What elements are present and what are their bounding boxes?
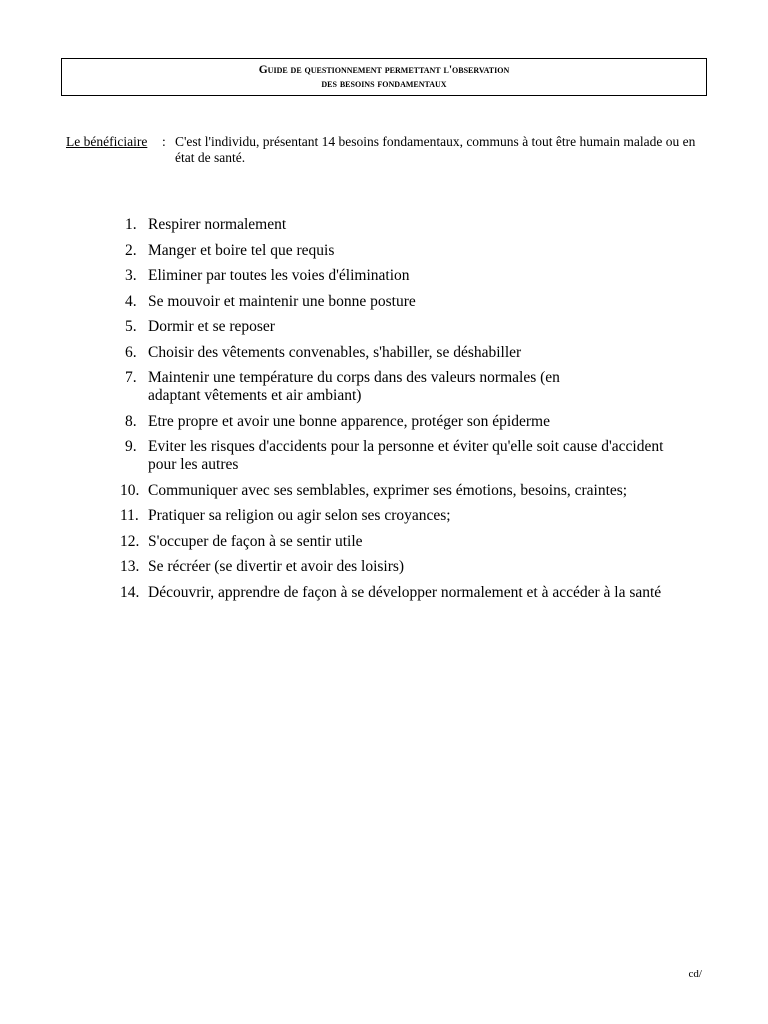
list-item-number: 14.: [120, 583, 140, 601]
beneficiary-description: C'est l'individu, présentant 14 besoins fondamentaux, communs à tout être humain malade ou en état de santé.: [175, 134, 696, 165]
list-item-text: S'occuper de façon à se sentir utile: [148, 532, 363, 550]
list-item: [120, 438, 673, 474]
list-item-text: Maintenir une température du corps dans des valeurs normales (en adaptant vêtements et air ambiant): [148, 369, 560, 404]
list-item: [120, 318, 720, 336]
list-item-text: Se récréer (se divertir et avoir des loisirs): [148, 558, 405, 575]
list-item-text: Respirer normalement: [148, 216, 287, 233]
list-item-text: Communiquer avec ses semblables, exprimer ses émotions, besoins, craintes;: [148, 481, 628, 499]
beneficiary-colon: :: [162, 134, 166, 149]
list-item: [120, 413, 720, 431]
list-item-number: 7.: [125, 369, 137, 386]
list-item-text: Découvrir, apprendre de façon à se développer normalement et à accéder à la santé: [148, 583, 662, 601]
title-line-2: des besoins fondamentaux: [321, 78, 447, 90]
list-item-number: 3.: [125, 267, 137, 284]
beneficiary-label: Le bénéficiaire: [66, 134, 148, 149]
list-item-text: Pratiquer sa religion ou agir selon ses croyances;: [148, 507, 451, 524]
needs-list: [120, 216, 720, 609]
list-item-text: Eliminer par toutes les voies d'élimination: [148, 267, 410, 284]
list-item-text: Dormir et se reposer: [148, 318, 275, 335]
list-item-number: 5.: [125, 318, 137, 335]
list-item: [120, 267, 720, 285]
list-item-number: 8.: [125, 412, 137, 430]
list-item-number: 11.: [120, 507, 139, 524]
footer-mark: cd/: [688, 968, 702, 980]
list-item-number: 1.: [125, 216, 137, 233]
list-item: [120, 216, 720, 234]
list-item: [120, 293, 720, 311]
list-item: [120, 242, 720, 260]
list-item-text: Etre propre et avoir une bonne apparence, protéger son épiderme: [148, 412, 550, 430]
list-item-number: 13.: [120, 558, 140, 575]
list-item: [120, 344, 720, 362]
list-item-number: 9.: [125, 438, 137, 455]
list-item: [120, 482, 720, 500]
list-item: [120, 369, 578, 405]
list-item-number: 10.: [120, 481, 140, 499]
list-item-number: 2.: [125, 241, 137, 259]
list-item: [120, 558, 720, 576]
list-item-number: 4.: [125, 292, 137, 310]
list-item-text: Choisir des vêtements convenables, s'habiller, se déshabiller: [148, 343, 522, 361]
list-item-text: Se mouvoir et maintenir une bonne posture: [148, 292, 416, 310]
list-item-text: Eviter les risques d'accidents pour la personne et éviter qu'elle soit cause d'accident pour les autres: [148, 438, 664, 473]
list-item: [120, 507, 720, 525]
list-item-text: Manger et boire tel que requis: [148, 241, 335, 259]
document-title-box: [61, 58, 707, 96]
title-line-1: Guide de questionnement permettant l'observation: [258, 64, 510, 76]
list-item: [120, 533, 720, 551]
list-item-number: 12.: [120, 532, 140, 550]
list-item-number: 6.: [125, 343, 137, 361]
list-item: [120, 584, 748, 602]
